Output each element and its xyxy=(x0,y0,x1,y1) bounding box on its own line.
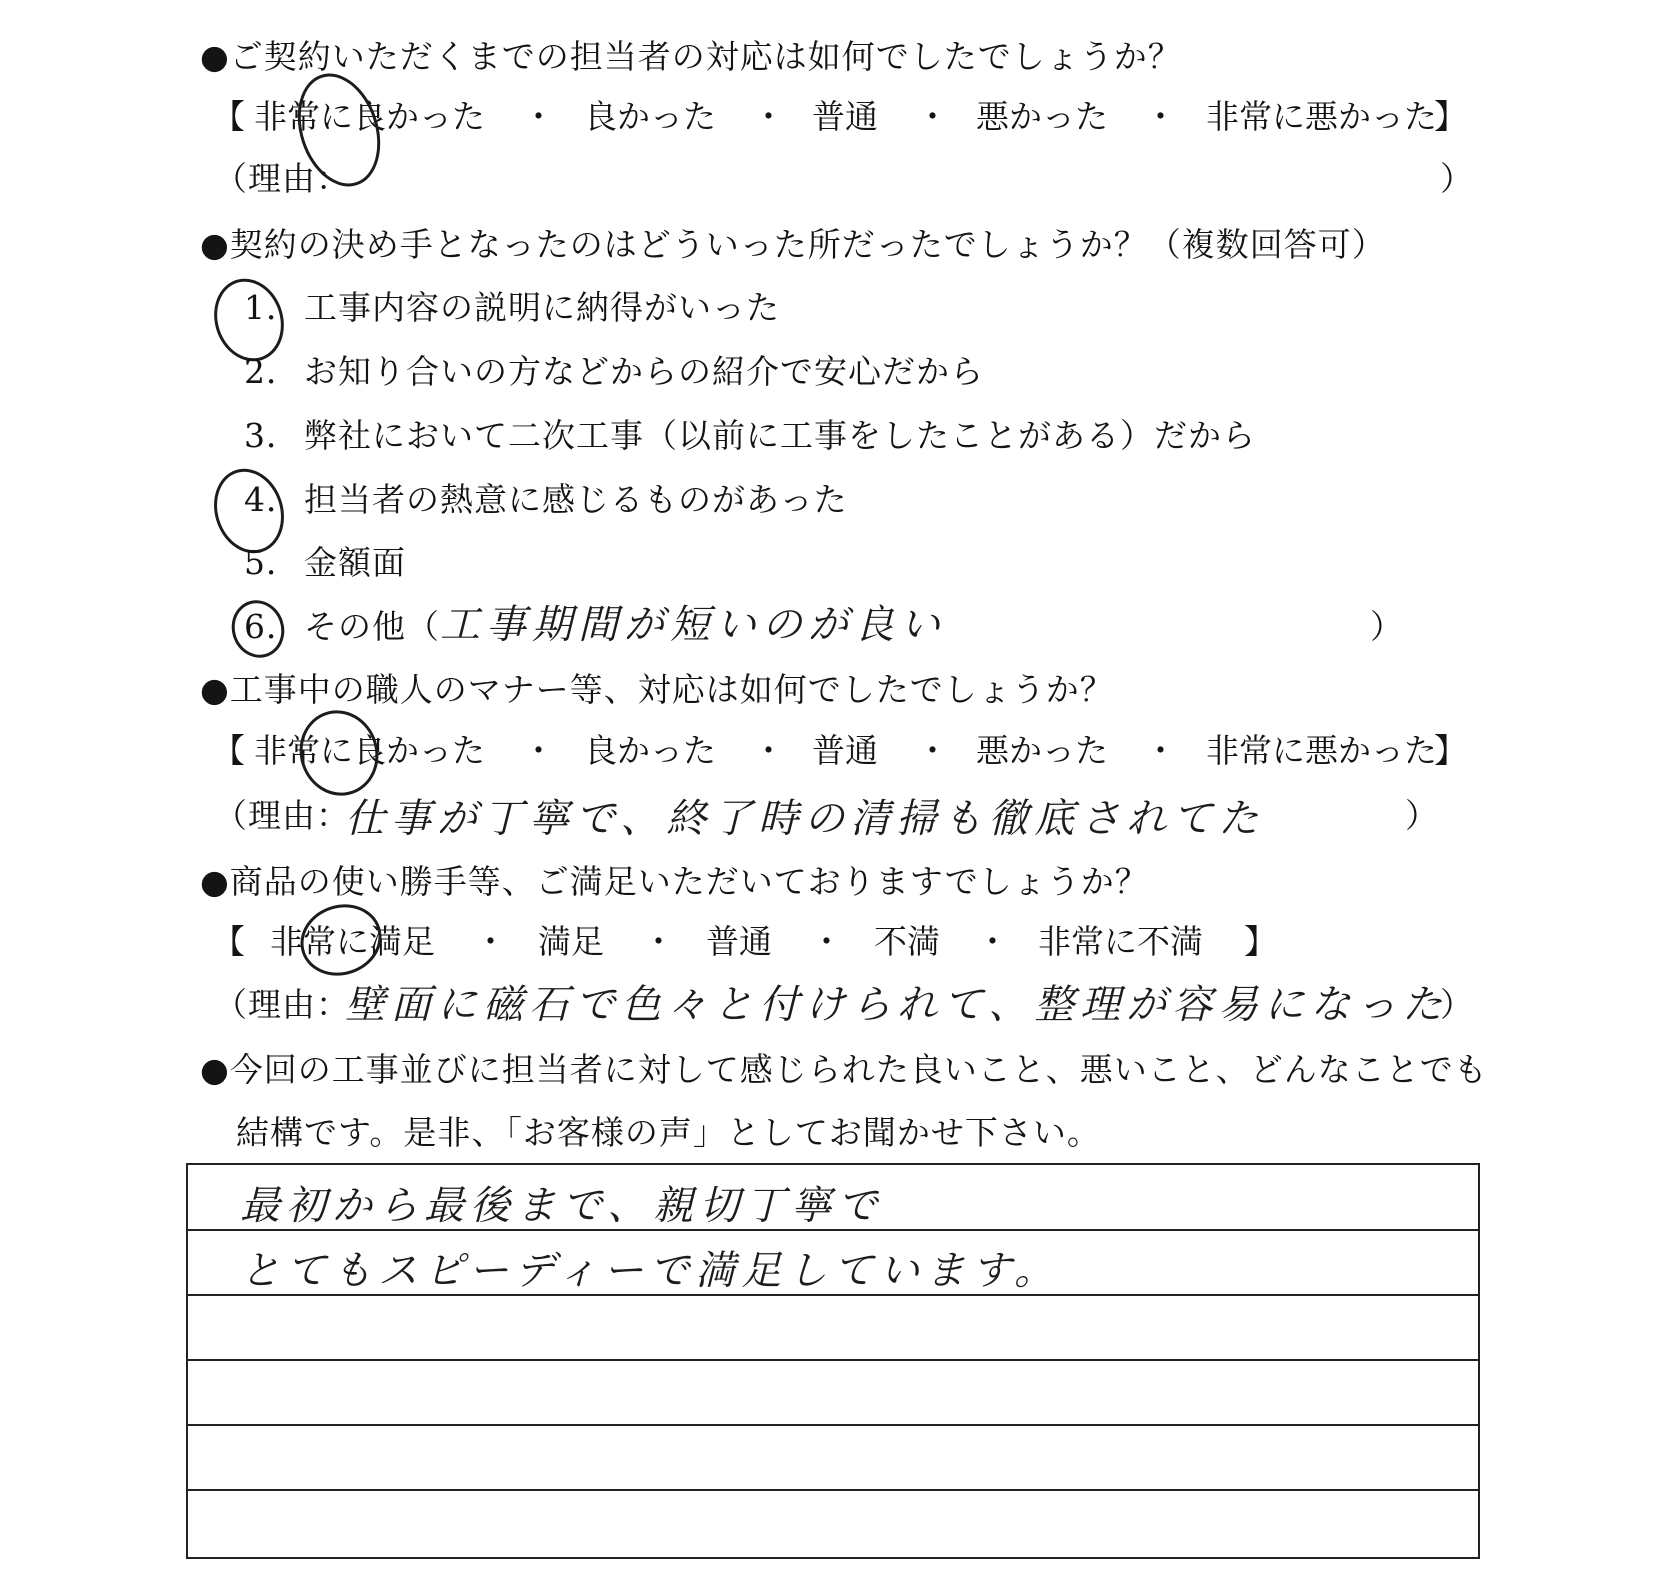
q1-open-bracket: 【 xyxy=(212,97,245,136)
q5-answer-line-1: 最初から最後まで、親切丁寧で xyxy=(240,1183,884,1229)
q3-close-bracket: 】 xyxy=(1434,731,1467,770)
q4-sep-3: ・ xyxy=(810,922,843,961)
q2-item-1-number[interactable]: 1． xyxy=(244,288,300,327)
comment-row-divider xyxy=(188,1424,1478,1426)
comment-row-divider xyxy=(188,1294,1478,1296)
q4-selection-mark xyxy=(291,894,391,986)
q3-sep-4: ・ xyxy=(1144,731,1177,770)
q3-open-bracket: 【 xyxy=(212,731,245,770)
q1-rating-scale xyxy=(212,97,1472,137)
q1-option-bad[interactable]: 悪かった xyxy=(976,97,1108,136)
q4-open-bracket: 【 xyxy=(212,922,245,961)
q2-item-4-text: 担当者の熱意に感じるものがあった xyxy=(304,480,848,519)
q1-reason-label: （理由： xyxy=(214,159,350,198)
q2-other-answer: 工事期間が短いのが良い xyxy=(440,602,946,648)
q3-option-very-good[interactable]: 非常に良かった xyxy=(254,731,485,770)
q4-option-normal[interactable]: 普通 xyxy=(706,922,772,961)
q3-option-good[interactable]: 良かった xyxy=(584,731,716,770)
q3-sep-1: ・ xyxy=(522,731,555,770)
q1-option-very-bad[interactable]: 非常に悪かった xyxy=(1206,97,1437,136)
q2-other-close: ） xyxy=(1370,607,1404,646)
q4-sep-1: ・ xyxy=(474,922,507,961)
q4-reason-label: （理由： xyxy=(214,985,350,1024)
q1-sep-4: ・ xyxy=(1144,97,1177,136)
q4-sep-4: ・ xyxy=(976,922,1009,961)
q2-item-2-number[interactable]: 2． xyxy=(244,352,300,391)
q1-close-bracket: 】 xyxy=(1434,97,1467,136)
q3-question: ●工事中の職人のマナー等、対応は如何でしたでしょうか？ xyxy=(200,670,1114,709)
q3-rating-scale xyxy=(212,731,1472,771)
q2-item-3-text: 弊社において二次工事（以前に工事をしたことがある）だから xyxy=(304,416,1256,455)
q3-selection-mark xyxy=(289,700,390,806)
q1-sep-3: ・ xyxy=(916,97,949,136)
q4-option-dissatisfied[interactable]: 不満 xyxy=(874,922,940,961)
q4-close-bracket: 】 xyxy=(1244,922,1277,961)
q2-item-5-number[interactable]: 5． xyxy=(244,543,300,582)
q3-sep-3: ・ xyxy=(916,731,949,770)
q5-question-line-1: ●今回の工事並びに担当者に対して感じられた良いこと、悪いこと、どんなことでも xyxy=(200,1050,1488,1089)
q3-sep-2: ・ xyxy=(752,731,785,770)
q1-option-normal[interactable]: 普通 xyxy=(812,97,878,136)
q2-question: ●契約の決め手となったのはどういった所だったでしょうか？（複数回答可） xyxy=(200,225,1386,264)
q4-reason-answer: 壁面に磁石で色々と付けられて、整理が容易になった xyxy=(345,982,1449,1028)
comment-row-divider xyxy=(188,1229,1478,1231)
q4-option-very-dissatisfied[interactable]: 非常に不満 xyxy=(1038,922,1203,961)
q2-item-2-text: お知り合いの方などからの紹介で安心だから xyxy=(304,352,984,391)
q4-option-very-satisfied[interactable]: 非常に満足 xyxy=(270,922,435,961)
q3-reason-close: ） xyxy=(1405,796,1439,835)
q4-sep-2: ・ xyxy=(642,922,675,961)
q2-item-6-number[interactable]: 6． xyxy=(244,607,300,646)
q1-sep-2: ・ xyxy=(752,97,785,136)
q2-item-6-selection-mark xyxy=(224,593,291,664)
q2-item-1-text: 工事内容の説明に納得がいった xyxy=(304,288,780,327)
q2-item-6-text: その他（ xyxy=(304,607,440,646)
q2-item-4-number[interactable]: 4． xyxy=(244,480,300,519)
q4-option-satisfied[interactable]: 満足 xyxy=(538,922,604,961)
q3-option-bad[interactable]: 悪かった xyxy=(976,731,1108,770)
q3-option-normal[interactable]: 普通 xyxy=(812,731,878,770)
q1-reason-close: ） xyxy=(1440,159,1474,198)
q2-item-5-text: 金額面 xyxy=(304,543,406,582)
q1-option-good[interactable]: 良かった xyxy=(584,97,716,136)
q1-question: ●ご契約いただくまでの担当者の対応は如何でしたでしょうか？ xyxy=(200,37,1182,76)
comment-row-divider xyxy=(188,1489,1478,1491)
q1-sep-1: ・ xyxy=(522,97,555,136)
q5-question-line-2: 結構です。是非、「お客様の声」としてお聞かせ下さい。 xyxy=(236,1113,1101,1152)
q2-item-3-number[interactable]: 3． xyxy=(244,416,300,455)
q4-reason-close: ） xyxy=(1440,985,1474,1024)
q3-reason-answer: 仕事が丁寧で、終了時の清掃も徹底されてた xyxy=(345,796,1265,842)
q3-option-very-bad[interactable]: 非常に悪かった xyxy=(1206,731,1437,770)
q3-reason-label: （理由： xyxy=(214,796,350,835)
comment-row-divider xyxy=(188,1359,1478,1361)
q5-answer-line-2: とてもスピーディーで満足しています。 xyxy=(240,1248,1060,1294)
q1-option-very-good[interactable]: 非常に良かった xyxy=(254,97,485,136)
q4-question: ●商品の使い勝手等、ご満足いただいておりますでしょうか？ xyxy=(200,862,1149,901)
